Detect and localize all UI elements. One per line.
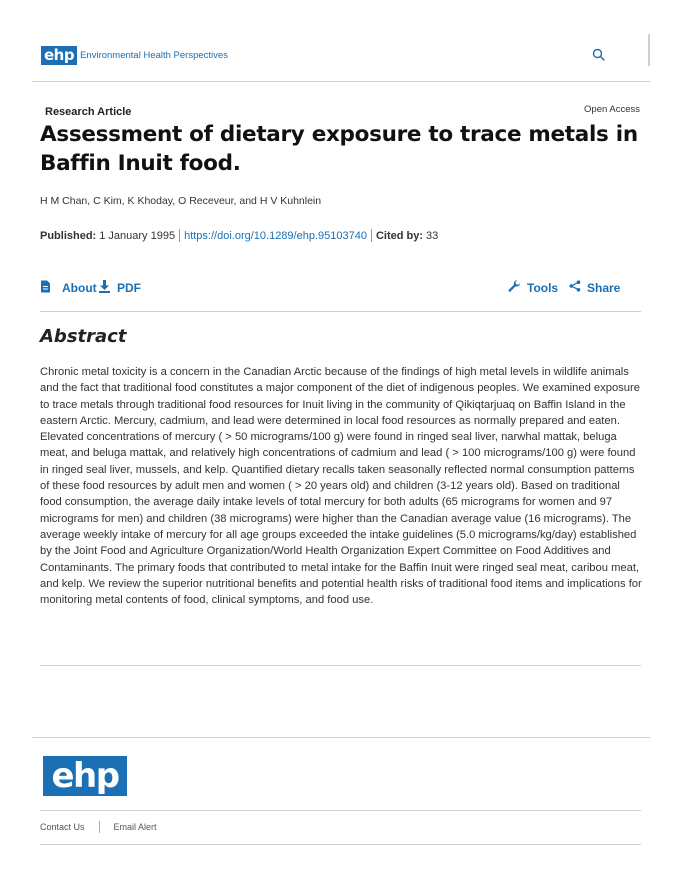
share-label: Share [587,280,621,295]
article-title: Assessment of dietary exposure to trace metals in Baffin Inuit food. [40,122,638,176]
open-access-label: Open Access [584,104,640,115]
published-date: 1 January 1995 [99,229,176,242]
divider [99,821,100,833]
logo-mark: ehp [41,46,77,65]
about-label: About [62,281,97,295]
tools-button[interactable] [508,280,558,296]
doi-link[interactable]: https://doi.org/10.1289/ehp.95103740 [184,229,367,242]
site-header [32,34,650,82]
divider [40,311,641,312]
cited-label: Cited by: [375,229,424,242]
search-icon[interactable] [592,48,606,62]
about-button[interactable] [40,280,97,296]
abstract-text: Chronic metal toxicity is a concern in the Canadian Arctic because of the findings of high metal levels in wildlife animals and the fact that traditional food constitutes a major component of the diet of indigenous peoples. We examined exposure to trace metals through traditional food resources for Inuit living in the community of Qikiqtarjuaq on Baffin Island in the eastern Arctic. Mercury, cadmium, and lead were determined in local food resources as normally prepared and eaten. Elevated concentrations of mercury ( > 50 micrograms/100 g) were found in ringed seal liver, narwhal mattak, beluga meat, and beluga mattak, and relatively high concentrations of cadmium and lead ( > 100 micrograms/100 g) were found in ringed seal liver, mussels, and kelp. Quantified dietary recalls taken seasonally reflected normal consumption patterns of these food resources by adult men and women ( > 20 years old) and children (3-12 years old). Based on traditional food consumption, the average daily intake levels of total mercury for both adults (65 micrograms for women and 97 micrograms for men) and children (38 micrograms) were higher than the Canadian average value (16 micrograms). The average weekly intake of mercury for all age groups exceeded the intake guidelines (5.0 micrograms/kg/day) established by the Joint Food and Agriculture Organization/World Health Organization Expert Committee on Food Additives and Contaminants. The primary foods that contributed to metal intake for the Baffin Inuit were ringed seal meat, caribou meat, and kelp. We review the superior nutritional benefits and potential health risks of traditional food items and implications for monitoring metal contents of food, clinical symptoms, and food use. [40,366,642,607]
share-icon [569,280,587,295]
published-label: Published: [40,229,97,242]
tools-label: Tools [527,281,559,295]
pdf-button[interactable] [98,280,141,296]
divider [179,229,180,242]
author-list: H M Chan, C Kim, K Khoday, O Receveur, and H V Kuhnlein [40,195,322,207]
email-alert-link[interactable]: Email Alert [113,822,157,832]
site-logo[interactable] [41,46,228,65]
footer-logo[interactable]: ehp [43,756,127,796]
footer-divider [40,844,641,845]
header-divider [648,34,650,66]
divider [40,665,641,666]
cited-count: 33 [426,229,439,242]
logo-text: Environmental Health Perspectives [80,50,228,61]
footer-divider [40,810,641,811]
document-icon [40,280,57,296]
download-icon [98,280,117,296]
wrench-icon [508,280,527,296]
footer-divider [32,737,650,738]
share-button[interactable] [569,280,620,295]
contact-us-link[interactable]: Contact Us [40,822,85,832]
abstract-heading: Abstract [40,326,127,347]
publication-info [40,229,438,242]
article-actions [40,280,640,300]
article-type: Research Article [45,106,132,118]
footer-links [40,821,157,833]
divider [371,229,372,242]
pdf-label: PDF [117,281,141,295]
